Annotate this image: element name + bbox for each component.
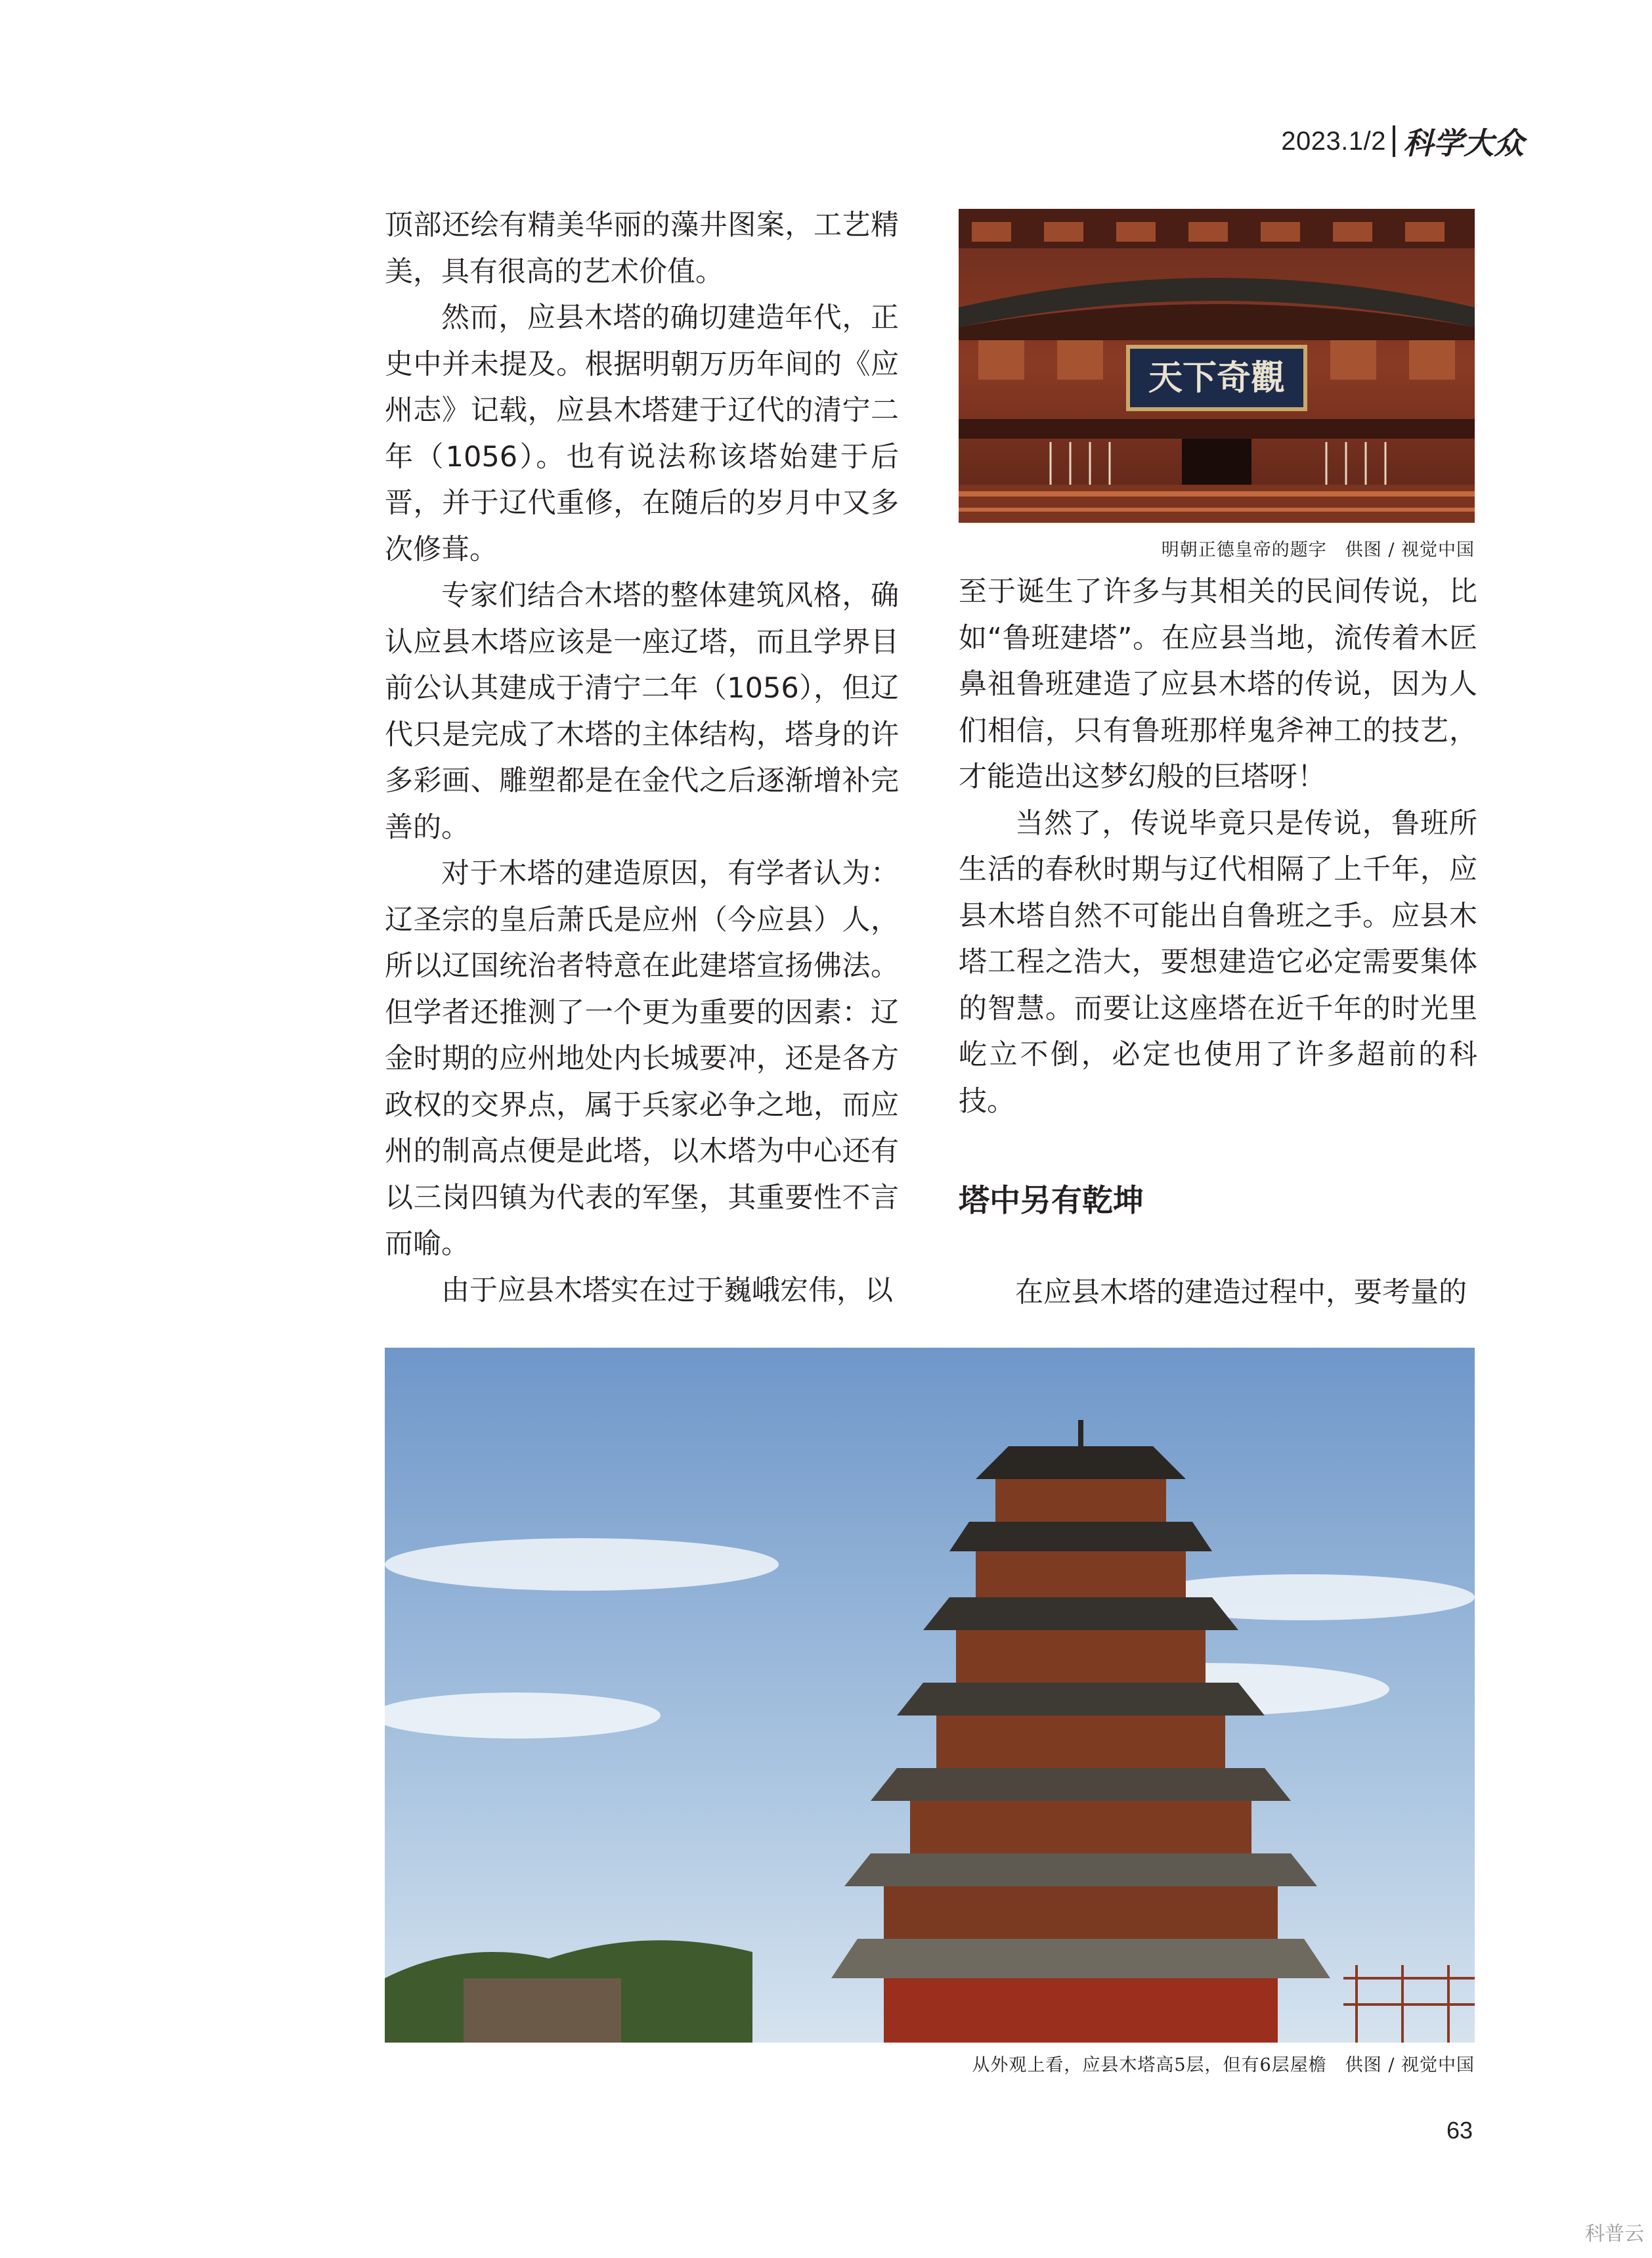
pagoda-photo-caption: 从外观上看，应县木塔高5层，但有6层屋檐 供图 / 视觉中国 bbox=[972, 2055, 1475, 2075]
paragraph: 至于诞生了许多与其相关的民间传说，比如“鲁班建塔”。在应县当地，流传着木匠鼻祖鲁班建造了应县木塔的传说，因为人们相信，只有鲁班那样鬼斧神工的技艺，才能造出这梦幻般的巨塔呀！ bbox=[959, 575, 1477, 793]
section-heading: 塔中另有乾坤 bbox=[959, 1183, 1144, 1219]
pagoda-photo bbox=[385, 1348, 1475, 2043]
plaque-text: 天下奇觀 bbox=[1148, 358, 1286, 398]
paragraph: 然而，应县木塔的确切建造年代，正史中并未提及。根据明朝万历年间的《应州志》记载，应县木塔建于辽代的清宁二年（1056）。也有说法称该塔始建于后晋，并于辽代重修，在随后的岁月中又多次修葺。 bbox=[385, 301, 899, 566]
paragraph: 专家们结合木塔的整体建筑风格，确认应县木塔应该是一座辽塔，而且学界目前公认其建成于清宁二年（1056），但辽代只是完成了木塔的主体结构，塔身的许多彩画、雕塑都是在金代之后逐渐增补完善的。 bbox=[385, 579, 899, 844]
header-divider bbox=[1393, 125, 1395, 157]
paragraph: 当然了，传说毕竟只是传说，鲁班所生活的春秋时期与辽代相隔了上千年，应县木塔自然不可能出自鲁班之手。应县木塔工程之浩大，要想建造它必定需要集体的智慧。而要让这座塔在近千年的时光里屹立不倒，必定也使用了许多超前的科技。 bbox=[959, 807, 1477, 1118]
plaque-photo bbox=[959, 209, 1475, 523]
page-header bbox=[1281, 118, 1524, 164]
paragraph: 对于木塔的建造原因，有学者认为：辽圣宗的皇后萧氏是应州（今应县）人，所以辽国统治者特意在此建塔宣扬佛法。但学者还推测了一个更为重要的因素：辽金时期的应州地处内长城要冲，还是各方政权的交界点，属于兵家必争之地，而应州的制高点便是此塔，以木塔为中心还有以三岗四镇为代表的军堡，其重要性不言而喻。 bbox=[385, 857, 899, 1260]
page-number: 63 bbox=[1446, 2117, 1473, 2144]
paragraph: 由于应县木塔实在过于巍峨宏伟，以 bbox=[441, 1273, 893, 1307]
right-column bbox=[959, 569, 1477, 1124]
section-first-line: 在应县木塔的建造过程中，要考量的 bbox=[1015, 1276, 1467, 1309]
watermark: 科普云 bbox=[1585, 2223, 1644, 2246]
issue-date: 2023.1/2 bbox=[1281, 126, 1386, 156]
magazine-logo: 科学大众 bbox=[1403, 125, 1524, 161]
plaque-photo-caption: 明朝正德皇帝的题字 供图 / 视觉中国 bbox=[1161, 540, 1475, 560]
left-column bbox=[385, 202, 899, 1314]
paragraph: 顶部还绘有精美华丽的藻井图案，工艺精美，具有很高的艺术价值。 bbox=[385, 209, 899, 288]
